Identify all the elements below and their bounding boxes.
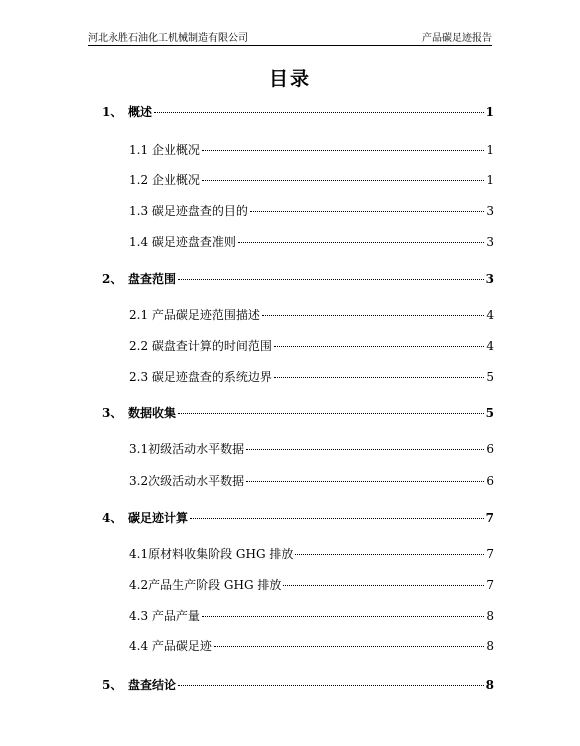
toc-page-number: 1 <box>485 105 494 119</box>
toc-page-number: 8 <box>486 609 494 623</box>
toc-section[interactable] <box>0 509 580 527</box>
toc-entry-label: 2.2 碳盘查计算的时间范围 <box>129 339 272 353</box>
toc-page-number: 1 <box>486 173 494 187</box>
toc-page-number: 7 <box>485 511 494 525</box>
toc-subsection[interactable] <box>0 202 580 220</box>
toc-subsection[interactable] <box>0 337 580 355</box>
toc-entry <box>128 103 494 120</box>
dot-leader <box>214 646 484 647</box>
toc-entry <box>129 171 494 188</box>
toc-entry-label: 4.2产品生产阶段 GHG 排放 <box>129 578 282 592</box>
toc-page-number: 6 <box>486 474 494 488</box>
toc-entry <box>128 270 494 287</box>
toc-page-number: 3 <box>485 272 494 286</box>
toc-entry-label: 数据收集 <box>128 406 177 420</box>
toc-page-number: 5 <box>485 406 494 420</box>
toc-entry-label: 1.4 碳足迹盘查准则 <box>129 235 236 249</box>
toc-section-number: 3、 <box>102 406 123 420</box>
toc-section-number: 4、 <box>102 511 123 525</box>
toc-entry-label: 4.3 产品产量 <box>129 609 200 623</box>
toc-section-number: 5、 <box>102 678 123 692</box>
dot-leader <box>250 211 484 212</box>
toc-subsection[interactable] <box>0 607 580 625</box>
toc-entry <box>128 509 494 526</box>
toc-page-number: 8 <box>486 639 494 653</box>
dot-leader <box>202 150 484 151</box>
dot-leader <box>295 554 484 555</box>
toc-section[interactable] <box>0 404 580 422</box>
toc-entry <box>129 233 494 250</box>
toc-entry <box>129 576 494 593</box>
header-company: 河北永胜石油化工机械制造有限公司 <box>88 33 248 44</box>
toc-entry <box>128 404 494 421</box>
toc-entry <box>129 545 494 562</box>
dot-leader <box>178 413 484 414</box>
dot-leader <box>246 481 484 482</box>
toc-entry-label: 概述 <box>128 105 153 119</box>
toc-section-number: 2、 <box>102 272 123 286</box>
toc-entry-label: 3.2次级活动水平数据 <box>129 474 245 488</box>
dot-leader <box>274 377 484 378</box>
dot-leader <box>178 279 484 280</box>
toc-subsection[interactable] <box>0 306 580 324</box>
dot-leader <box>202 180 484 181</box>
toc-subsection[interactable] <box>0 141 580 159</box>
dot-leader <box>202 616 484 617</box>
dot-leader <box>154 112 484 113</box>
toc-entry <box>129 368 494 385</box>
toc-subsection[interactable] <box>0 472 580 490</box>
toc-page-number: 8 <box>485 678 494 692</box>
toc-entry-label: 1.1 企业概况 <box>129 143 200 157</box>
toc-subsection[interactable] <box>0 171 580 189</box>
toc-subsection[interactable] <box>0 233 580 251</box>
toc-subsection[interactable] <box>0 545 580 563</box>
toc-section[interactable] <box>0 103 580 121</box>
toc-entry-label: 3.1初级活动水平数据 <box>129 442 245 456</box>
toc-subsection[interactable] <box>0 637 580 655</box>
toc-page-number: 7 <box>486 547 494 561</box>
toc-entry-label: 1.2 企业概况 <box>129 173 200 187</box>
toc-entry <box>129 141 494 158</box>
toc-page-number: 7 <box>486 578 494 592</box>
toc-entry <box>129 607 494 624</box>
toc-entry <box>129 202 494 219</box>
dot-leader <box>246 449 484 450</box>
toc-entry <box>129 337 494 354</box>
toc-page-number: 3 <box>486 204 494 218</box>
toc-page-number: 1 <box>486 143 494 157</box>
page-header <box>88 27 492 46</box>
header-report-title: 产品碳足迹报告 <box>422 33 492 44</box>
toc-entry-label: 碳足迹计算 <box>128 511 189 525</box>
toc-entry <box>129 440 494 457</box>
toc-page-number: 3 <box>486 235 494 249</box>
toc-page-number: 4 <box>486 339 494 353</box>
toc-subsection[interactable] <box>0 368 580 386</box>
dot-leader <box>262 315 484 316</box>
dot-leader <box>190 518 484 519</box>
toc-section[interactable] <box>0 676 580 694</box>
toc-entry-label: 1.3 碳足迹盘查的目的 <box>129 204 248 218</box>
toc-section[interactable] <box>0 270 580 288</box>
toc-subsection[interactable] <box>0 576 580 594</box>
toc-page-number: 5 <box>486 370 494 384</box>
dot-leader <box>283 585 484 586</box>
toc-section-number: 1、 <box>102 105 123 119</box>
toc-entry-label: 4.4 产品碳足迹 <box>129 639 212 653</box>
dot-leader <box>178 685 484 686</box>
toc-entry-label: 2.3 碳足迹盘查的系统边界 <box>129 370 272 384</box>
toc-entry-label: 2.1 产品碳足迹范围描述 <box>129 308 260 322</box>
toc-entry-label: 盘查结论 <box>128 678 177 692</box>
toc-entry <box>129 637 494 654</box>
toc-entry <box>128 676 494 693</box>
toc-title: 目录 <box>268 68 311 90</box>
toc-entry-label: 4.1原材料收集阶段 GHG 排放 <box>129 547 294 561</box>
toc-entry <box>129 472 494 489</box>
toc-subsection[interactable] <box>0 440 580 458</box>
dot-leader <box>274 346 484 347</box>
toc-page-number: 4 <box>486 308 494 322</box>
dot-leader <box>238 242 484 243</box>
toc-page-number: 6 <box>486 442 494 456</box>
toc-entry <box>129 306 494 323</box>
toc-entry-label: 盘查范围 <box>128 272 177 286</box>
